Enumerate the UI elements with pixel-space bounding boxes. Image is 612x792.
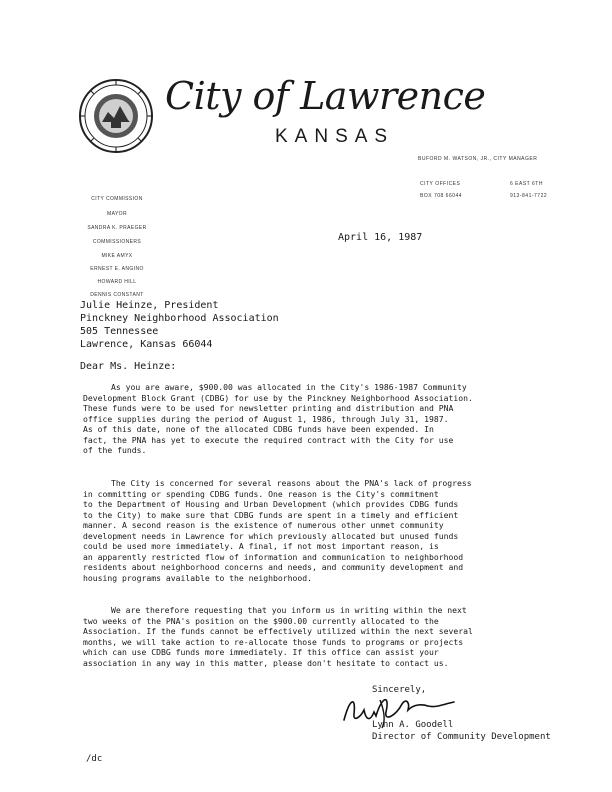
text-line: housing programs available to the neighborhood. bbox=[83, 572, 313, 583]
signer-title: Director of Community Development bbox=[372, 732, 551, 742]
text-line: As of this date, none of the allocated CDBG funds have been expended. In bbox=[83, 424, 434, 434]
text-line: association in any way in this matter, please don't hesitate to contact us. bbox=[83, 657, 449, 668]
commission-member: SANDRA K. PRAEGER bbox=[87, 225, 147, 231]
text-line: residents about neighborhood concerns and needs, and community development and bbox=[83, 562, 464, 572]
address-street: 6 EAST 6TH bbox=[510, 181, 543, 187]
closing: Sincerely, bbox=[372, 685, 427, 695]
city-name-logo: City of Lawrence bbox=[165, 74, 486, 118]
paragraph-1 bbox=[83, 382, 553, 456]
recipient-line: Pinckney Neighborhood Association bbox=[80, 313, 279, 324]
text-line: in committing or spending CDBG funds. One reason is the City's commitment bbox=[83, 488, 439, 499]
signer-name: Lynn A. Goodell bbox=[372, 720, 454, 730]
state-name: KANSAS bbox=[275, 126, 395, 147]
text-line: to the Department of Housing and Urban Development (which provides CDBG funds bbox=[83, 499, 459, 509]
text-line: The City is concerned for several reasons about the PNA's lack of progress bbox=[111, 478, 472, 488]
city-manager-line: BUFORD M. WATSON, JR., CITY MANAGER bbox=[418, 156, 538, 162]
text-line: which can use CDBG funds more immediately. If this office can assist your bbox=[83, 647, 439, 657]
text-line: of the funds. bbox=[83, 445, 147, 455]
text-line: fact, the PNA has yet to execute the required contract with the City for use bbox=[83, 434, 454, 445]
city-seal bbox=[78, 78, 154, 154]
commission-member: HOWARD HILL bbox=[97, 279, 137, 285]
salutation: Dear Ms. Heinze: bbox=[80, 361, 177, 372]
commission-member: DENNIS CONSTANT bbox=[90, 292, 144, 298]
paragraph-3 bbox=[83, 605, 553, 668]
text-line: We are therefore requesting that you inform us in writing within the next bbox=[111, 605, 467, 615]
commission-member: MAYOR bbox=[107, 211, 127, 217]
commission-member: ERNEST E. ANGINO bbox=[90, 266, 144, 272]
text-line: to the City) to make sure that CDBG funds are spent in a timely and efficient bbox=[83, 509, 459, 520]
address-phone: 913-841-7722 bbox=[510, 193, 548, 199]
text-line: months, we will take action to re-allocate those funds to programs or projects bbox=[83, 636, 464, 647]
text-line: an apparently restricted flow of information and communication to neighborhood bbox=[83, 551, 464, 562]
text-line: Development Block Grant (CDBG) for use by the Pinckney Neighborhood Association. bbox=[83, 392, 473, 403]
commission-member: MIKE AMYX bbox=[101, 253, 133, 259]
text-line: As you are aware, $900.00 was allocated in the City's 1986-1987 Community bbox=[111, 382, 467, 392]
recipient-line: Lawrence, Kansas 66044 bbox=[80, 339, 213, 350]
text-line: manner. A second reason is the existence of numerous other unmet community bbox=[83, 520, 444, 530]
recipient-line: 505 Tennessee bbox=[80, 326, 159, 337]
text-line: two weeks of the PNA's position on the $900.00 currently allocated to the bbox=[83, 615, 439, 626]
recipient-line: Julie Heinze, President bbox=[80, 300, 219, 311]
address-office: CITY OFFICES bbox=[420, 181, 461, 187]
address-box: BOX 708 66044 bbox=[420, 193, 463, 199]
paragraph-2 bbox=[83, 478, 553, 583]
typist-initials: /dc bbox=[86, 754, 103, 764]
text-line: office supplies during the period of August 1, 1986, through July 31, 1987. bbox=[83, 413, 449, 424]
commission-member: COMMISSIONERS bbox=[92, 239, 142, 245]
text-line: Association. If the funds cannot be effectively utilized within the next several bbox=[83, 626, 473, 636]
commission-heading: CITY COMMISSION bbox=[91, 196, 143, 202]
text-line: These funds were to be used for newsletter printing and distribution and PNA bbox=[83, 403, 454, 413]
text-line: development needs in Lawrence for which previously allocated but unused funds bbox=[83, 530, 459, 541]
text-line: could be used more immediately. A final, if not most important reason, is bbox=[83, 541, 439, 551]
letter-date: April 16, 1987 bbox=[338, 232, 423, 243]
